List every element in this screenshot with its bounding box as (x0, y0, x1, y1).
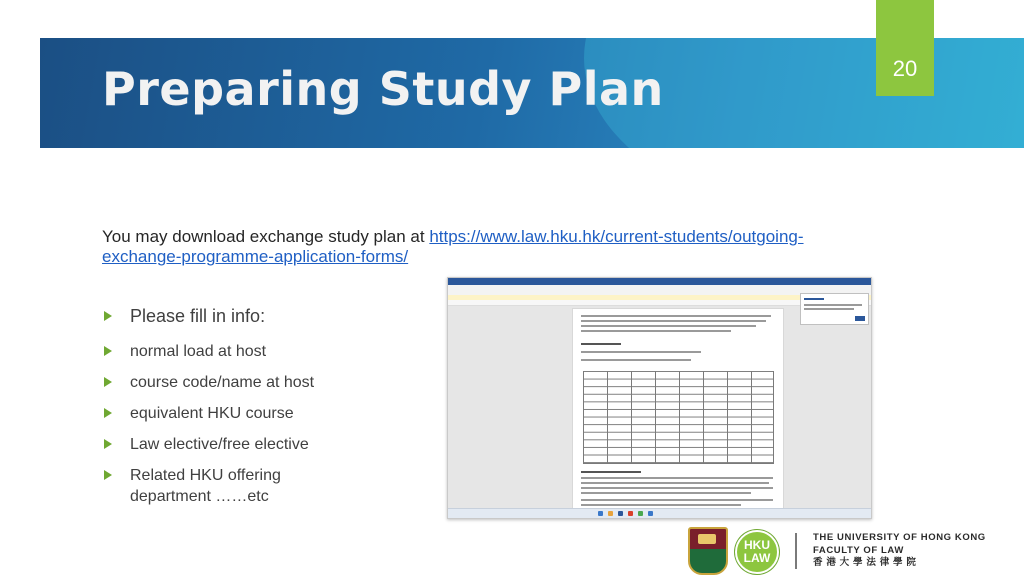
slide-title: Preparing Study Plan (102, 62, 664, 116)
doc-text-line (581, 359, 691, 361)
hku-law-logo: HKU LAW (735, 530, 779, 574)
intro-paragraph (102, 227, 862, 267)
doc-heading-line (581, 471, 641, 473)
triangle-bullet-icon (104, 439, 112, 449)
info-bullet-list (104, 306, 320, 517)
faculty-name: FACULTY OF LAW (813, 544, 904, 556)
doc-text-line (581, 330, 731, 332)
bullet-item: normal load at host (104, 341, 320, 362)
hku-crest-icon (688, 527, 728, 575)
triangle-bullet-icon (104, 377, 112, 387)
doc-text-line (581, 482, 769, 484)
triangle-bullet-icon (104, 346, 112, 356)
doc-text-line (581, 487, 773, 489)
doc-side-dialog (800, 293, 869, 325)
study-plan-document-screenshot (447, 277, 872, 519)
doc-text-line (581, 492, 751, 494)
triangle-bullet-icon (104, 311, 112, 321)
doc-text-line (581, 499, 773, 501)
bullet-item: course code/name at host (104, 372, 320, 393)
page-number: 20 (892, 56, 918, 81)
bullet-item: Related HKU offering department ……etc (104, 465, 320, 507)
triangle-bullet-icon (104, 408, 112, 418)
bullet-item: Law elective/free elective (104, 434, 320, 455)
footer-divider (795, 533, 797, 569)
bullet-item: equivalent HKU course (104, 403, 320, 424)
doc-text-line (581, 320, 766, 322)
doc-dialog-button (855, 316, 865, 321)
study-plan-link[interactable]: https://www.law.hku.hk/current-students/outgoing-exchange-programme-application-forms/ (102, 227, 804, 266)
doc-text-line (581, 504, 741, 506)
intro-text: You may download exchange study plan at (102, 227, 430, 246)
doc-window-titlebar (448, 278, 871, 285)
doc-text-line (581, 351, 701, 353)
doc-text-line (581, 325, 756, 327)
page-number-badge (876, 0, 934, 96)
doc-page (572, 308, 784, 519)
doc-course-table (583, 371, 774, 464)
triangle-bullet-icon (104, 470, 112, 480)
bullet-item: Please fill in info: (104, 306, 320, 327)
doc-text-line (581, 315, 771, 317)
doc-heading-line (581, 343, 621, 345)
faculty-name-block (813, 532, 986, 570)
doc-text-line (581, 477, 773, 479)
university-name: THE UNIVERSITY OF HONG KONG (813, 532, 986, 543)
doc-taskbar (448, 508, 871, 518)
faculty-name-chinese: 香 港 大 學 法 律 學 院 (813, 557, 917, 568)
